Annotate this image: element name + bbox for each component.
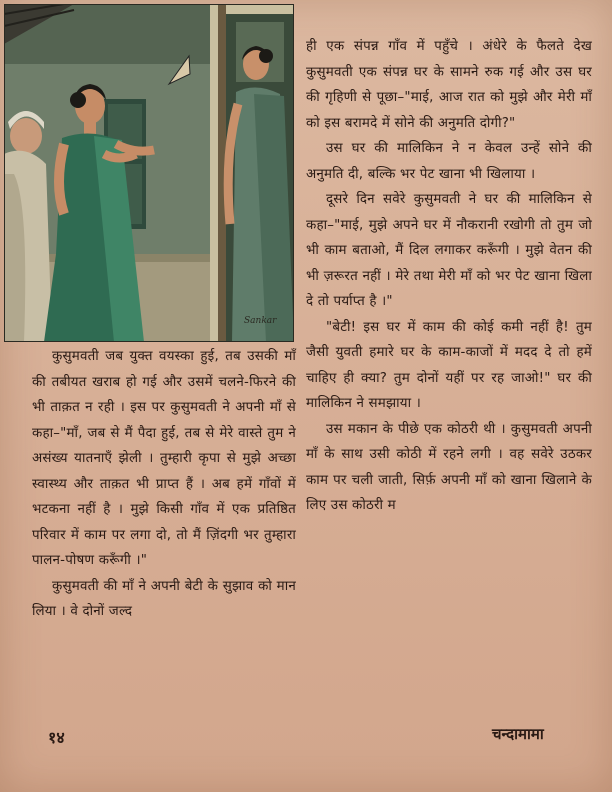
paragraph: "बेटी! इस घर में काम की कोई कमी नहीं है! तुम जैसी युवती हमारे घर के काम-काजों में मदद दे तो हमें चाहिए ही क्या? तुम दोनों यहीं पर रह जाओ!" घर की मालिकिन ने समझाया ।	[306, 319, 592, 411]
magazine-name: चन्दामामा	[492, 725, 544, 743]
paragraph: उस घर की मालिकिन ने न केवल उन्हें सोने की अनुमति दी, बल्कि भर पेट खाना भी खिलाया ।	[306, 141, 592, 182]
story-illustration	[4, 4, 294, 342]
left-text-column	[32, 344, 296, 625]
paragraph: ही एक संपन्न गाँव में पहुँचे । अंधेरे के फैलते देख कुसुमवती एक संपन्न घर के सामने रुक गई और उस घर की गृहिणी से पूछा–"माई, आज रात को मुझे और मेरी माँ को इस बरामदे में सोने की अनुमति दोगी?"	[306, 39, 592, 131]
illustration-drawing	[4, 4, 294, 342]
right-text-column	[306, 34, 592, 519]
paragraph: उस मकान के पीछे एक कोठरी थी । कुसुमवती अपनी माँ के साथ उसी कोठी में रहने लगी । वह सवेरे उठकर काम पर चली जाती, सिर्फ़ अपनी माँ को खाना खिलाने के लिए उस कोठरी म	[306, 421, 592, 513]
paragraph: कुसुमवती जब युक्त वयस्का हुई, तब उसकी माँ की तबीयत खराब हो गई और उसमें चलने-फिरने की भी ताक़त न रही । इस पर कुसुमवती ने अपनी माँ से कहा–"माँ, जब से मैं पैदा हुई, तब से मेरे वास्ते तुम ने असंख्य यातनाएँ झेली । तुम्हारी कृपा से मुझे अच्छा स्वास्थ्य और ताक़त भी प्राप्त हैं । अब हमें गाँवों में भटकना नहीं है । मुझे किसी गाँव में एक प्रतिष्ठित परिवार में काम पर लगा दो, तो मैं ज़िंदगी भर तुम्हारा पालन-पोषण करूँगी ।"	[32, 349, 296, 568]
paragraph: कुसुमवती की माँ ने अपनी बेटी के सुझाव को मान लिया । वे दोनों जल्द	[32, 578, 296, 619]
paragraph: दूसरे दिन सवेरे कुसुमवती ने घर की मालिकिन से कहा–"माई, मुझे अपने घर में नौकरानी रखोगी तो तुम जो भी काम बताओ, मैं दिल लगाकर करूँगी । मुझे वेतन की भी ज़रूरत नहीं । मेरे तथा मेरी माँ को भर पेट खाना खिला दे तो पर्याप्त है ।"	[306, 192, 592, 309]
page-number: १४	[48, 728, 65, 747]
artist-signature: Sankar	[244, 316, 277, 326]
